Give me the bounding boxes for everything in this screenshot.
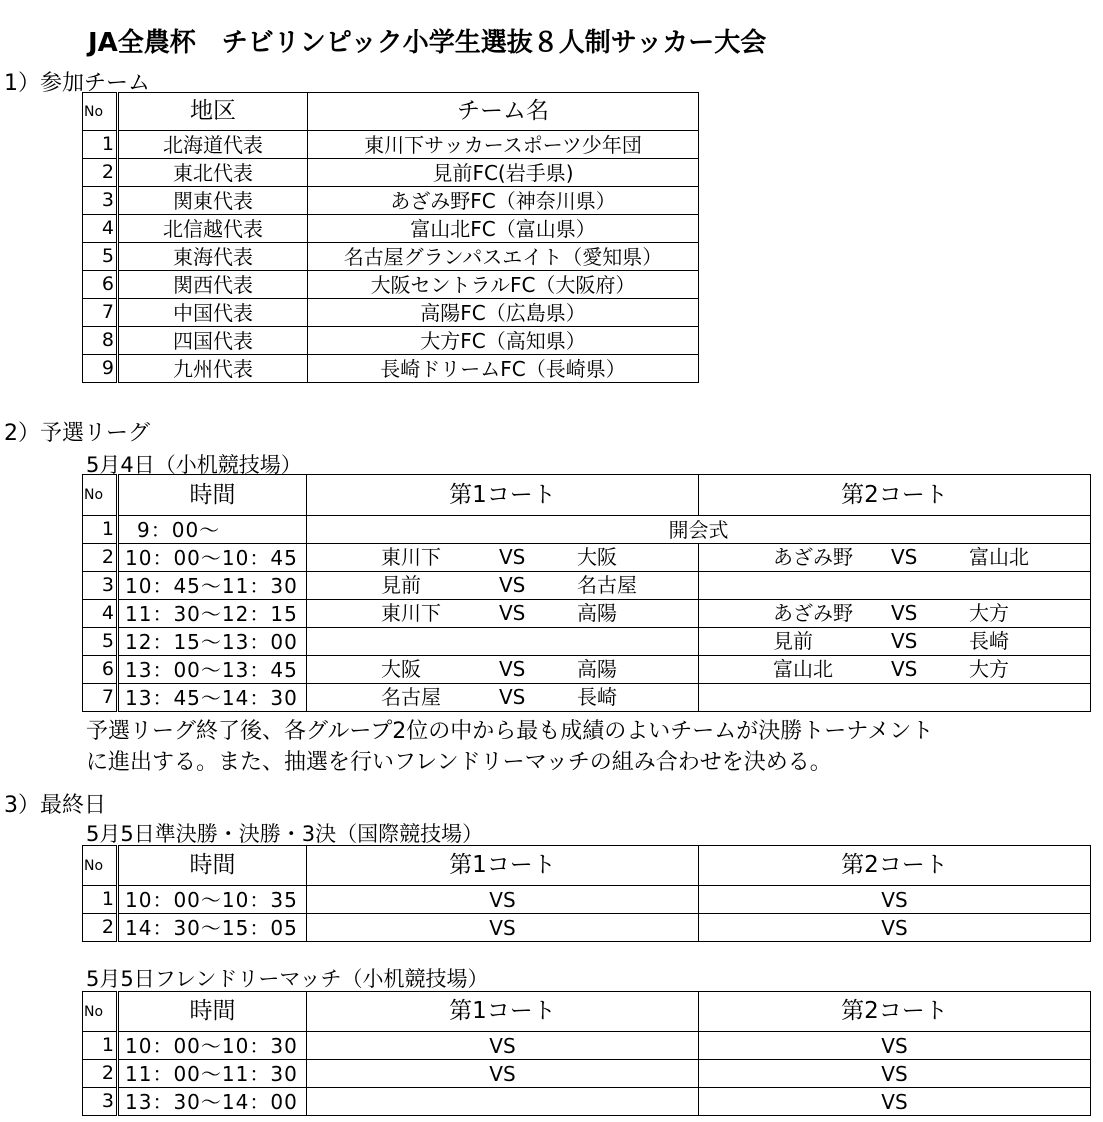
team-away: 富山北 (969, 545, 1029, 569)
row-area: 北海道代表 (118, 131, 308, 159)
teams-table (82, 92, 699, 383)
row-no: 8 (83, 327, 118, 355)
table-header-row (83, 846, 1091, 886)
vs-label: VS (499, 685, 526, 709)
team-away: 高陽 (577, 601, 617, 625)
team-home: 東川下 (381, 545, 441, 569)
row-team: 大方FC（高知県） (308, 327, 699, 355)
friendly-venue: 5月5日フレンドリーマッチ（小机競技場） (86, 967, 489, 991)
league-note-line1: 予選リーグ終了後、各グループ2位の中から最も成績のよいチームが決勝トーナメント (86, 719, 934, 744)
header-court1: 第1コート (307, 475, 699, 516)
finals-table (82, 845, 1091, 942)
vs-label: VS (891, 545, 918, 569)
row-court2 (699, 544, 1091, 572)
row-court1: VS (307, 1060, 699, 1088)
team-away: 大阪 (577, 545, 617, 569)
row-no: 6 (83, 271, 118, 299)
row-no: 9 (83, 355, 118, 383)
row-court1: VS (307, 1032, 699, 1060)
row-time: 10：00～10：35 (118, 886, 307, 914)
row-court2: VS (699, 886, 1091, 914)
vs-label: VS (891, 657, 918, 681)
table-row (83, 327, 699, 355)
row-court2 (699, 628, 1091, 656)
table-row (83, 656, 1091, 684)
row-team: 高陽FC（広島県） (308, 299, 699, 327)
row-no: 6 (83, 656, 118, 684)
table-row (83, 299, 699, 327)
row-time: 10：00～10：30 (118, 1032, 307, 1060)
vs-label: VS (891, 629, 918, 653)
page-title: JA全農杯 チビリンピック小学生選抜８人制サッカー大会 (88, 28, 767, 58)
row-no: 7 (83, 299, 118, 327)
row-time: 10：00～10：45 (118, 544, 307, 572)
table-row (83, 243, 699, 271)
team-away: 大方 (969, 601, 1009, 625)
row-time: 11：00～11：30 (118, 1060, 307, 1088)
row-area: 九州代表 (118, 355, 308, 383)
header-time: 時間 (118, 475, 307, 516)
header-court2: 第2コート (699, 846, 1091, 886)
row-no: 1 (83, 1032, 118, 1060)
row-court1 (307, 544, 699, 572)
row-court2: VS (699, 914, 1091, 942)
row-court2: VS (699, 1032, 1091, 1060)
table-row (83, 1032, 1091, 1060)
row-no: 1 (83, 131, 118, 159)
row-no: 1 (83, 516, 118, 544)
team-home: 東川下 (381, 601, 441, 625)
finals-venue: 5月5日準決勝・決勝・3決（国際競技場） (86, 822, 484, 846)
row-no: 5 (83, 243, 118, 271)
table-row (83, 914, 1091, 942)
header-court2: 第2コート (699, 475, 1091, 516)
row-court1 (307, 572, 699, 600)
table-header-row (83, 93, 699, 131)
row-team: あざみ野FC（神奈川県） (308, 187, 699, 215)
row-no: 3 (83, 1088, 118, 1116)
table-row (83, 1088, 1091, 1116)
friendly-table (82, 991, 1091, 1116)
row-court1: VS (307, 914, 699, 942)
header-no: No (83, 846, 118, 886)
row-team: 名古屋グランパスエイト（愛知県） (308, 243, 699, 271)
header-area: 地区 (118, 93, 308, 131)
row-no: 3 (83, 187, 118, 215)
row-court1 (307, 684, 699, 712)
table-header-row (83, 992, 1091, 1032)
row-time: 13：30～14：00 (118, 1088, 307, 1116)
team-home: あざみ野 (773, 601, 853, 625)
team-away: 高陽 (577, 657, 617, 681)
table-row (83, 544, 1091, 572)
row-court2 (699, 600, 1091, 628)
section-heading-league: 2）予選リーグ (4, 421, 150, 446)
header-no: No (83, 992, 118, 1032)
row-team: 東川下サッカースポーツ少年団 (308, 131, 699, 159)
row-court1 (307, 1088, 699, 1116)
opening-ceremony: 開会式 (307, 516, 1091, 544)
row-team: 見前FC(岩手県) (308, 159, 699, 187)
vs-label: VS (891, 601, 918, 625)
table-row (83, 886, 1091, 914)
table-row (83, 628, 1091, 656)
row-time: 9：00～ (118, 516, 307, 544)
table-row (83, 516, 1091, 544)
table-row (83, 355, 699, 383)
league-table (82, 474, 1091, 712)
table-header-row (83, 475, 1091, 516)
team-home: 名古屋 (381, 685, 441, 709)
team-home: 富山北 (773, 657, 833, 681)
row-no: 3 (83, 572, 118, 600)
section-heading-final-day: 3）最終日 (4, 793, 106, 818)
row-no: 1 (83, 886, 118, 914)
row-area: 東北代表 (118, 159, 308, 187)
table-row (83, 271, 699, 299)
table-row (83, 159, 699, 187)
row-team: 大阪セントラルFC（大阪府） (308, 271, 699, 299)
row-court2: VS (699, 1088, 1091, 1116)
header-court1: 第1コート (307, 846, 699, 886)
row-no: 2 (83, 544, 118, 572)
row-court1 (307, 628, 699, 656)
table-row (83, 187, 699, 215)
table-row (83, 572, 1091, 600)
row-no: 2 (83, 914, 118, 942)
row-court1: VS (307, 886, 699, 914)
row-no: 7 (83, 684, 118, 712)
vs-label: VS (499, 657, 526, 681)
row-no: 2 (83, 159, 118, 187)
row-time: 13：45～14：30 (118, 684, 307, 712)
row-no: 4 (83, 215, 118, 243)
row-area: 東海代表 (118, 243, 308, 271)
vs-label: VS (499, 601, 526, 625)
table-row (83, 131, 699, 159)
header-no: No (83, 93, 118, 131)
team-home: 見前 (773, 629, 813, 653)
row-time: 14：30～15：05 (118, 914, 307, 942)
row-area: 関東代表 (118, 187, 308, 215)
row-time: 12：15～13：00 (118, 628, 307, 656)
row-court2: VS (699, 1060, 1091, 1088)
header-time: 時間 (118, 846, 307, 886)
header-court2: 第2コート (699, 992, 1091, 1032)
row-no: 4 (83, 600, 118, 628)
row-no: 2 (83, 1060, 118, 1088)
row-team: 富山北FC（富山県） (308, 215, 699, 243)
row-court2 (699, 572, 1091, 600)
row-time: 13：00～13：45 (118, 656, 307, 684)
header-no: No (83, 475, 118, 516)
team-home: 大阪 (381, 657, 421, 681)
row-time: 10：45～11：30 (118, 572, 307, 600)
row-area: 四国代表 (118, 327, 308, 355)
team-away: 長崎 (969, 629, 1009, 653)
team-home: あざみ野 (773, 545, 853, 569)
row-court2 (699, 684, 1091, 712)
header-team: チーム名 (308, 93, 699, 131)
league-note-line2: に進出する。また、抽選を行いフレンドリーマッチの組み合わせを決める。 (86, 750, 832, 775)
team-away: 長崎 (577, 685, 617, 709)
header-time: 時間 (118, 992, 307, 1032)
header-court1: 第1コート (307, 992, 699, 1032)
team-home: 見前 (381, 573, 421, 597)
table-row (83, 684, 1091, 712)
row-court1 (307, 600, 699, 628)
table-row (83, 1060, 1091, 1088)
vs-label: VS (499, 573, 526, 597)
row-area: 関西代表 (118, 271, 308, 299)
table-row (83, 600, 1091, 628)
row-court2 (699, 656, 1091, 684)
row-court1 (307, 656, 699, 684)
row-no: 5 (83, 628, 118, 656)
row-team: 長崎ドリームFC（長崎県） (308, 355, 699, 383)
section-heading-teams: 1）参加チーム (4, 71, 150, 96)
row-area: 中国代表 (118, 299, 308, 327)
league-venue: 5月4日（小机競技場） (86, 453, 302, 477)
team-away: 大方 (969, 657, 1009, 681)
row-time: 11：30～12：15 (118, 600, 307, 628)
vs-label: VS (499, 545, 526, 569)
row-area: 北信越代表 (118, 215, 308, 243)
table-row (83, 215, 699, 243)
team-away: 名古屋 (577, 573, 637, 597)
